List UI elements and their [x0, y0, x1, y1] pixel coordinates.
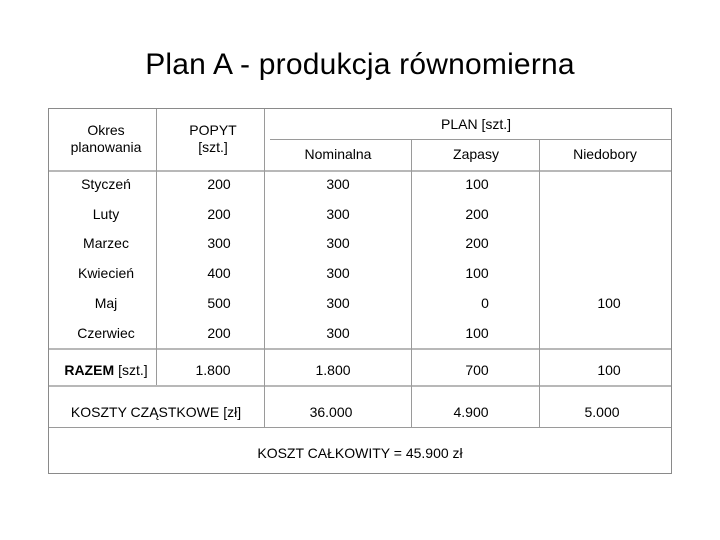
razem-label: RAZEM — [64, 362, 115, 378]
header-plan — [441, 116, 511, 132]
koszty-label: KOSZTY CZĄSTKOWE — [70, 404, 220, 420]
cell-popyt: 400 — [207, 265, 231, 281]
cell-zapasy: 100 — [465, 265, 489, 281]
cell-zapasy: 100 — [465, 325, 489, 341]
cell-okres: Kwiecień — [77, 265, 135, 281]
col-divider-4 — [539, 139, 540, 427]
cell-popyt: 300 — [207, 235, 231, 251]
col-divider-1 — [156, 109, 157, 385]
cell-okres: Luty — [92, 206, 120, 222]
razem-top-line — [49, 348, 671, 350]
header-zapasy: Zapasy — [453, 146, 499, 162]
razem-zapasy: 700 — [465, 362, 489, 378]
cell-okres: Czerwiec — [77, 325, 135, 341]
header-okres: Okres planowania — [70, 122, 142, 155]
header-bottom-line — [49, 170, 671, 172]
cell-okres: Styczeń — [81, 176, 131, 192]
col-divider-3 — [411, 139, 412, 427]
cell-zapasy: 100 — [465, 176, 489, 192]
koszty-label-cell — [71, 404, 241, 420]
razem-nominalna: 1.800 — [315, 362, 351, 378]
header-popyt-label: POPYT — [189, 122, 237, 138]
cell-nominalna: 300 — [326, 206, 350, 222]
razem-label-cell — [64, 362, 147, 378]
header-popyt — [189, 122, 236, 156]
cell-nominalna: 300 — [326, 325, 350, 341]
header-plan-unit: [szt.] — [481, 116, 512, 132]
cell-nominalna: 300 — [326, 265, 350, 281]
col-divider-2 — [264, 109, 265, 427]
cell-niedobory: 100 — [597, 295, 621, 311]
header-popyt-unit: [szt.] — [198, 139, 228, 155]
cell-popyt: 200 — [207, 325, 231, 341]
header-nominalna: Nominalna — [304, 146, 372, 162]
razem-unit: [szt.] — [118, 362, 148, 378]
total-cost: KOSZT CAŁKOWITY = 45.900 zł — [257, 445, 463, 461]
razem-niedobory: 100 — [597, 362, 621, 378]
cell-nominalna: 300 — [326, 295, 350, 311]
cell-popyt: 500 — [207, 295, 231, 311]
total-top-line — [49, 427, 671, 428]
razem-popyt: 1.800 — [195, 362, 231, 378]
cell-zapasy: 200 — [465, 206, 489, 222]
koszty-niedobory: 5.000 — [584, 404, 620, 420]
koszty-nominalna: 36.000 — [309, 404, 353, 420]
page-title: Plan A - produkcja równomierna — [145, 48, 575, 81]
koszty-top-line — [49, 385, 671, 387]
koszty-unit: [zł] — [223, 404, 242, 420]
cell-popyt: 200 — [207, 176, 231, 192]
header-niedobory: Niedobory — [573, 146, 637, 162]
cell-zapasy: 0 — [481, 295, 489, 311]
cell-okres: Maj — [94, 295, 118, 311]
plan-header-line — [270, 139, 671, 140]
cell-popyt: 200 — [207, 206, 231, 222]
header-plan-label: PLAN — [440, 116, 478, 132]
cell-nominalna: 300 — [326, 176, 350, 192]
cell-zapasy: 200 — [465, 235, 489, 251]
koszty-zapasy: 4.900 — [453, 404, 489, 420]
cell-nominalna: 300 — [326, 235, 350, 251]
cell-okres: Marzec — [83, 235, 129, 251]
